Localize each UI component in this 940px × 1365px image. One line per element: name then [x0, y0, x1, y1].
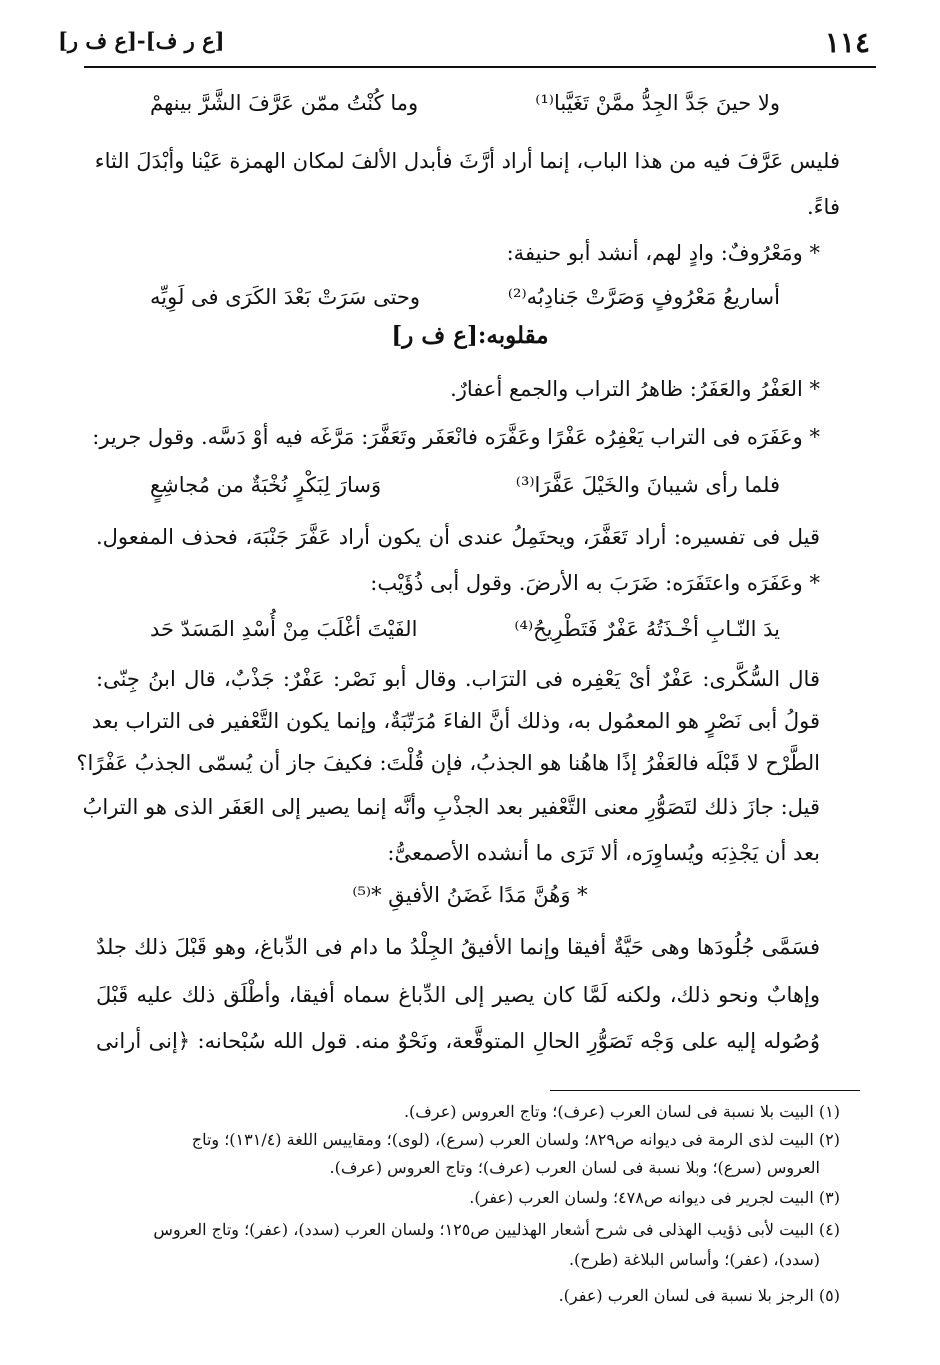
paragraph-7-line-3: الطَّرْح لا قَبْلَه فالعَفْرُ إذًا هاهُنا هو الجذبُ، فإن قُلْتَ: فكيفَ جاز أن يُسمّى الجذبُ عَفْرًا؟ — [76, 751, 820, 775]
verse-1-first-hemistich: وما كُنْتُ ممّن عَرَّفَ الشَّرَّ بينهمْ — [150, 91, 419, 115]
paragraph-4: * وعَفَرَه فى التراب يَعْفِرُه عَفْرًا وعَفَّرَه فانْعَفَر وتَعَفَّرَ: مَرَّغَه فيه أوْ دَسَّه. وقول جرير: — [92, 425, 820, 449]
paragraph-8-line-2: وإهابٌ ونحو ذلك، ولكنه لَمَّا كان يصير إلى الدِّباغ سماه أفيقا، وأطْلَق ذلك عليه قَبْلَ — [96, 983, 820, 1007]
footnote-2-line-2: العروس (سرع)؛ وبلا نسبة فى لسان العرب (عرف)؛ وتاج العروس (عرف). — [329, 1158, 820, 1177]
paragraph-6: * وعَفَرَه واعتَفَرَه: ضَرَبَ به الأرضَ. وقول أبى ذُؤَيْب: — [370, 571, 820, 595]
verse-1-second-hemistich: ولا حينَ جَدَّ الجِدُّ ممَّنْ تَغَيَّبا⁽¹⁾ — [535, 91, 780, 115]
footnote-1: (١) البيت بلا نسبة فى لسان العرب (عرف)؛ وتاج العروس (عرف). — [403, 1102, 840, 1121]
paragraph-7-line-1: قال السُّكَّرى: عَفْرٌ أىْ يَعْفِره فى الترَاب. وقال أبو نَصْر: عَفْرٌ: جَذْبٌ، قال ابنُ جِنّى: — [96, 667, 820, 691]
paragraph-8-line-1: فسَمَّى جُلُودَها وهى حَيَّةٌ أفيقا وإنما الأفيقُ الجِلْدُ ما دام فى الدِّباغ، وهو قَبْلَ ذلك جلدٌ — [96, 935, 820, 959]
page-number: ١١٤ — [824, 26, 870, 59]
paragraph-8-line-3: وُصُوله إليه على وَجْه تَصَوُّرِ الحالِ المتوقَّعة، ونَحْوٌ منه. قول الله سُبْحانه: ﴿إنى أرانى — [96, 1029, 820, 1053]
verse-3 — [150, 468, 780, 502]
footnote-3: (٣) البيت لجرير فى ديوانه ص٤٧٨؛ ولسان العرب (عفر). — [469, 1188, 840, 1207]
footnote-5: (٥) الرجز بلا نسبة فى لسان العرب (عفر). — [558, 1286, 840, 1305]
verse-4-first-hemistich: الفَيْتَ أغْلَبَ مِنْ أُسْدِ المَسَدّ حَد — [150, 617, 418, 641]
paragraph-7-line-5: بعد أن يَجْذِبَه ويُساوِرَه، ألا تَرَى ما أنشده الأصمعىُّ: — [387, 841, 820, 865]
paragraph-1-line-1: فليس عَرَّفَ فيه من هذا الباب، إنما أراد أرَّثَ فأبدل الألفَ لمكان الهمزة عَيْنا وأبْدَلَ الثاء — [94, 149, 840, 173]
verse-2-first-hemistich: وحتى سَرَتْ بَعْدَ الكَرَى فى لَوِيِّه — [150, 285, 421, 309]
header-rule — [84, 66, 876, 68]
verse-2-second-hemistich: أساريعُ مَعْرُوفٍ وَصَرَّتْ جَنادِبُه⁽²⁾ — [507, 285, 780, 309]
paragraph-5: قيل فى تفسيره: أراد تَعَفَّرَ، ويحتَمِلُ عندى أن يكون أراد عَفَّرَ جَنْبَهَ، فحذف المفعول. — [96, 525, 820, 549]
paragraph-2: * ومَعْرُوفٌ: وادٍ لهم، أنشد أبو حنيفة: — [506, 241, 820, 265]
footnote-2-line-1: (٢) البيت لذى الرمة فى ديوانه ص٨٢٩؛ ولسان العرب (سرع)، (لوى)؛ ومقاييس اللغة (١٣١/٤)؛ وتاج — [191, 1130, 840, 1149]
verse-5: * وَهُنَّ مَدًا غَضَنُ الأفيقِ *⁽⁵⁾ — [352, 883, 588, 907]
paragraph-3: * العَفْرُ والعَفَرُ: ظاهرُ التراب والجمع أعفارٌ. — [450, 377, 820, 401]
running-head: [ع ر ف]-[ع ف ر] — [58, 28, 225, 53]
section-heading: مقلوبه:[ع ف ر] — [391, 322, 549, 349]
verse-1 — [150, 86, 780, 120]
footnote-4-line-1: (٤) البيت لأبى ذؤيب الهذلى فى شرح أشعار الهذليين ص١٢٥؛ ولسان العرب (سدد)، (عفر)؛ وتاج العروس — [153, 1220, 840, 1239]
paragraph-7-line-4: قيل: جازَ ذلك لتَصَوُّرِ معنى التَّعْفير بعد الجذْبِ وأنَّه إنما يصير إلى العَفَر الذى هو الترابُ — [82, 795, 820, 819]
verse-4-second-hemistich: يدَ النّـابِ أخْـذَتُهُ عَفْرٌ فَتَطْرِيحُ⁽⁴⁾ — [514, 617, 780, 641]
paragraph-1-line-2: فاءً. — [807, 195, 840, 219]
verse-2 — [150, 280, 780, 314]
footnote-4-line-2: (سدد)، (عفر)؛ وأساس البلاغة (طرح). — [568, 1250, 820, 1269]
verse-3-second-hemistich: فلما رأى شيبانَ والخَيْلَ عَفَّرَا⁽³⁾ — [515, 473, 780, 497]
footnote-rule — [550, 1090, 860, 1091]
verse-4 — [150, 612, 780, 646]
verse-3-first-hemistich: وَسارَ لِبَكْرٍ نُخْبَةٌ من مُجاشِعٍ — [150, 473, 382, 497]
paragraph-7-line-2: قولُ أبى نَصْرٍ هو المعمُول به، وذلك أنَّ الفاءَ مُرَتّبَةٌ، وإنما يكون التَّعْفير فى التراب بعد — [91, 709, 820, 733]
